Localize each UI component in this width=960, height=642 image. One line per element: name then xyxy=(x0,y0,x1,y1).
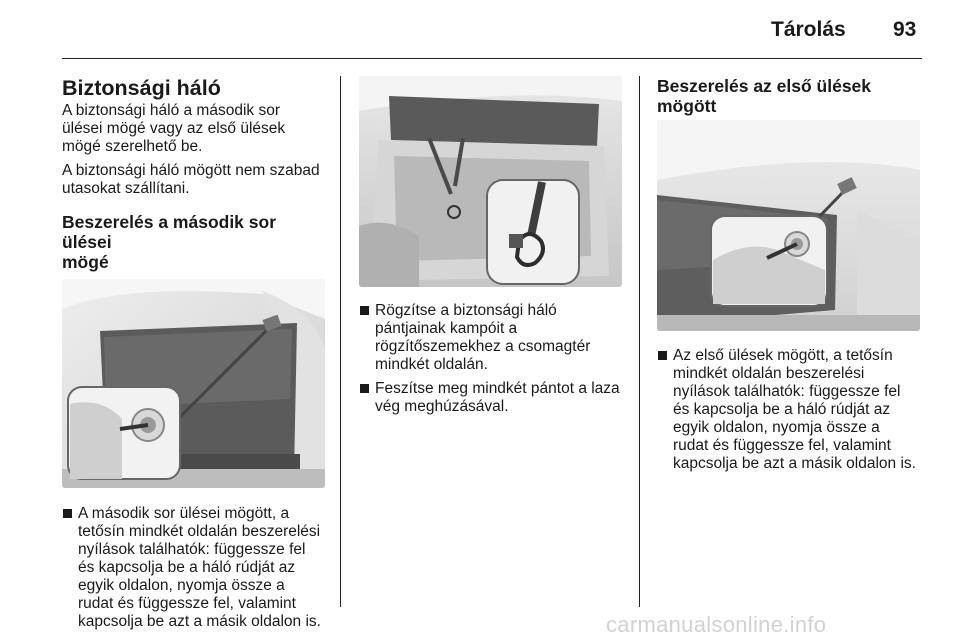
heading-safety-net: Biztonsági háló xyxy=(62,76,221,100)
heading-line: Beszerelés a második sor ülései xyxy=(62,212,277,252)
column-divider-2 xyxy=(639,76,640,607)
figure-strap-hooks xyxy=(359,76,622,287)
bullet-line: Feszítse meg mindkét pántot a laza xyxy=(375,380,620,397)
list-item xyxy=(359,380,627,416)
section-title: Tárolás xyxy=(771,18,846,41)
bullet-line: A második sor ülései mögött, a xyxy=(78,505,290,522)
list-item xyxy=(359,302,627,374)
bullet-line: pántjainak kampóit a xyxy=(375,320,518,337)
bullet-line: mindkét oldalán beszerelési xyxy=(673,365,865,382)
bullet-square-icon xyxy=(658,351,667,360)
bullet-line: nyílások találhatók: függessze fel xyxy=(78,541,306,558)
column-divider-1 xyxy=(340,76,341,607)
intro-line: mögé szerelhető be. xyxy=(62,138,203,155)
column-3 xyxy=(657,76,922,473)
bullet-list-strap xyxy=(359,302,627,416)
bullet-line: nyílások találhatók: függessze fel xyxy=(673,383,901,400)
heading-second-row-install xyxy=(62,212,327,272)
bullet-line: rudat és függessze fel, valamint xyxy=(673,437,891,454)
list-item xyxy=(62,505,327,631)
bullet-square-icon xyxy=(360,306,369,315)
header-divider xyxy=(62,58,922,59)
column-2 xyxy=(359,76,627,416)
figure-front-row-net xyxy=(657,120,920,331)
bullet-square-icon xyxy=(63,509,72,518)
bullet-line: és kapcsolja be a háló rúdját az xyxy=(78,559,296,576)
bullet-line: rögzítőszemekhez a csomagtér xyxy=(375,338,591,355)
bullet-line: kapcsolja be azt a másik oldalon is. xyxy=(673,455,916,472)
bullet-line: egyik oldalon, nyomja össze a xyxy=(78,577,285,594)
list-item xyxy=(657,347,922,473)
bullet-line: rudat és függessze fel, valamint xyxy=(78,595,296,612)
bullet-line: egyik oldalon, nyomja össze a xyxy=(673,419,880,436)
bullet-front-row-instructions xyxy=(657,347,922,473)
bullet-line: és kapcsolja be a háló rúdját az xyxy=(673,401,891,418)
heading-line: mögé xyxy=(62,252,109,272)
heading-line: mögött xyxy=(657,96,717,116)
bullet-line: vég meghúzásával. xyxy=(375,398,509,415)
bullet-line: mindkét oldalán. xyxy=(375,356,488,373)
warning-line: A biztonsági háló mögött nem szabad xyxy=(62,162,320,179)
bullet-line: kapcsolja be azt a másik oldalon is. xyxy=(78,613,321,630)
bullet-second-row-instructions xyxy=(62,505,327,631)
bullet-line: tetősín mindkét oldalán beszerelési xyxy=(78,523,321,540)
intro-line: ülései mögé vagy az első ülések xyxy=(62,120,286,137)
intro-line: A biztonsági háló a második sor xyxy=(62,102,280,119)
bullet-line: Az első ülések mögött, a tetősín xyxy=(673,347,893,364)
warning-paragraph xyxy=(62,162,327,198)
watermark-text: carmanualsonline.info xyxy=(606,612,827,637)
column-1 xyxy=(62,76,327,631)
bullet-line: Rögzítse a biztonsági háló xyxy=(375,302,557,319)
heading-line: Beszerelés az első ülések xyxy=(657,76,872,96)
intro-paragraph xyxy=(62,102,327,156)
warning-line: utasokat szállítani. xyxy=(62,180,190,197)
figure-second-row-net xyxy=(62,279,325,488)
page-number: 93 xyxy=(893,18,917,41)
bullet-square-icon xyxy=(360,384,369,393)
heading-front-row-install xyxy=(657,76,922,116)
